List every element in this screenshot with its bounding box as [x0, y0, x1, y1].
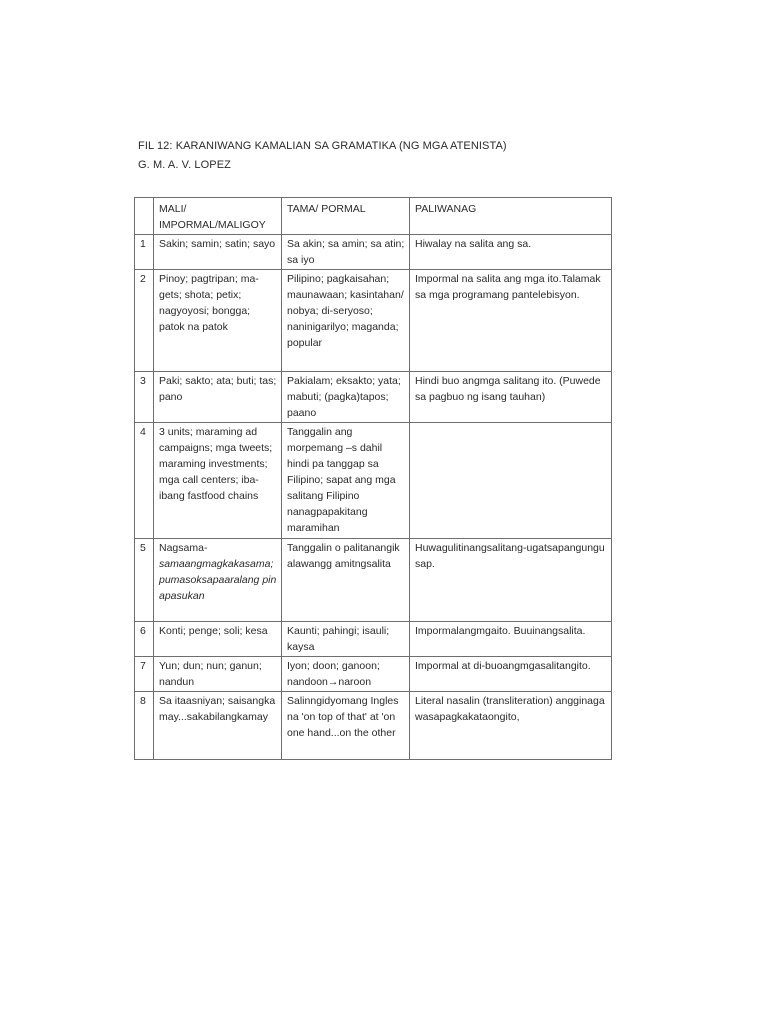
mali-cell: 3 units; maraming ad campaigns; mga tweets; maraming investments; mga call centers; iba-ibang fastfood chains [154, 423, 282, 539]
tama-cell: Pakialam; eksakto; yata; mabuti; (pagka)tapos; paano [282, 372, 410, 423]
table-row [135, 622, 612, 657]
paliwanag-cell: Impormal na salita ang mga ito.Talamak sa mga programang pantelebisyon. [410, 270, 612, 372]
mali-cell: Pinoy; pagtripan; ma-gets; shota; petix; nagyoyosi; bongga; patok na patok [154, 270, 282, 372]
document-author: G. M. A. V. LOPEZ [138, 159, 231, 171]
paliwanag-cell [410, 423, 612, 539]
row-number: 8 [135, 692, 154, 760]
grammar-errors-table [134, 197, 612, 760]
paliwanag-cell: Literal nasalin (transliteration) angginagawasapagkakataongito, [410, 692, 612, 760]
document-header [138, 137, 507, 175]
header-mali: MALI/ IMPORMAL/MALIGOY [154, 198, 282, 235]
row-number: 3 [135, 372, 154, 423]
mali-cell: Konti; penge; soli; kesa [154, 622, 282, 657]
mali-cell: Sakin; samin; satin; sayo [154, 235, 282, 270]
header-number [135, 198, 154, 235]
table-row [135, 423, 612, 539]
paliwanag-cell: Impormal at di-buoangmgasalitangito. [410, 657, 612, 692]
table-row [135, 235, 612, 270]
tama-cell: Kaunti; pahingi; isauli; kaysa [282, 622, 410, 657]
row-number: 7 [135, 657, 154, 692]
tama-cell: Tanggalin ang morpemang –s dahil hindi pa tanggap sa Filipino; sapat ang mga salitang Filipino nanagpapakitang maramihan [282, 423, 410, 539]
row-number: 1 [135, 235, 154, 270]
tama-cell: Sa akin; sa amin; sa atin; sa iyo [282, 235, 410, 270]
paliwanag-cell: Hiwalay na salita ang sa. [410, 235, 612, 270]
mali-cell: Yun; dun; nun; ganun; nandun [154, 657, 282, 692]
mali-cell-line: Nagsama- [159, 542, 208, 554]
header-paliwanag: PALIWANAG [410, 198, 612, 235]
header-tama: TAMA/ PORMAL [282, 198, 410, 235]
mali-cell [154, 539, 282, 622]
row-number: 6 [135, 622, 154, 657]
tama-cell: Iyon; doon; ganoon; nandoon→naroon [282, 657, 410, 692]
paliwanag-cell: Hindi buo angmga salitang ito. (Puwede sa pagbuo ng isang tauhan) [410, 372, 612, 423]
paliwanag-cell: Huwagulitinangsalitang-ugatsapangungusap. [410, 539, 612, 622]
table-row [135, 270, 612, 372]
table-header-row [135, 198, 612, 235]
mali-cell-line: samaangmagkakasama; [159, 558, 274, 570]
mali-cell-line: pumasoksapaaralang pinapasukan [159, 574, 277, 602]
tama-cell: Pilipino; pagkaisahan; maunawaan; kasintahan/ nobya; di-seryoso; naninigarilyo; maganda; popular [282, 270, 410, 372]
document-title: FIL 12: KARANIWANG KAMALIAN SA GRAMATIKA (NG MGA ATENISTA) [138, 140, 507, 152]
paliwanag-cell: Impormalangmgaito. Buuinangsalita. [410, 622, 612, 657]
row-number: 5 [135, 539, 154, 622]
table-row [135, 692, 612, 760]
table-row [135, 539, 612, 622]
table-row [135, 372, 612, 423]
mali-cell: Sa itaasniyan; saisangkamay...sakabilangkamay [154, 692, 282, 760]
tama-cell: Tanggalin o palitanangikalawangg amitngsalita [282, 539, 410, 622]
mali-cell: Paki; sakto; ata; buti; tas; pano [154, 372, 282, 423]
tama-cell: Salinngidyomang Ingles na 'on top of that' at 'on one hand...on the other [282, 692, 410, 760]
table-row [135, 657, 612, 692]
row-number: 2 [135, 270, 154, 372]
row-number: 4 [135, 423, 154, 539]
